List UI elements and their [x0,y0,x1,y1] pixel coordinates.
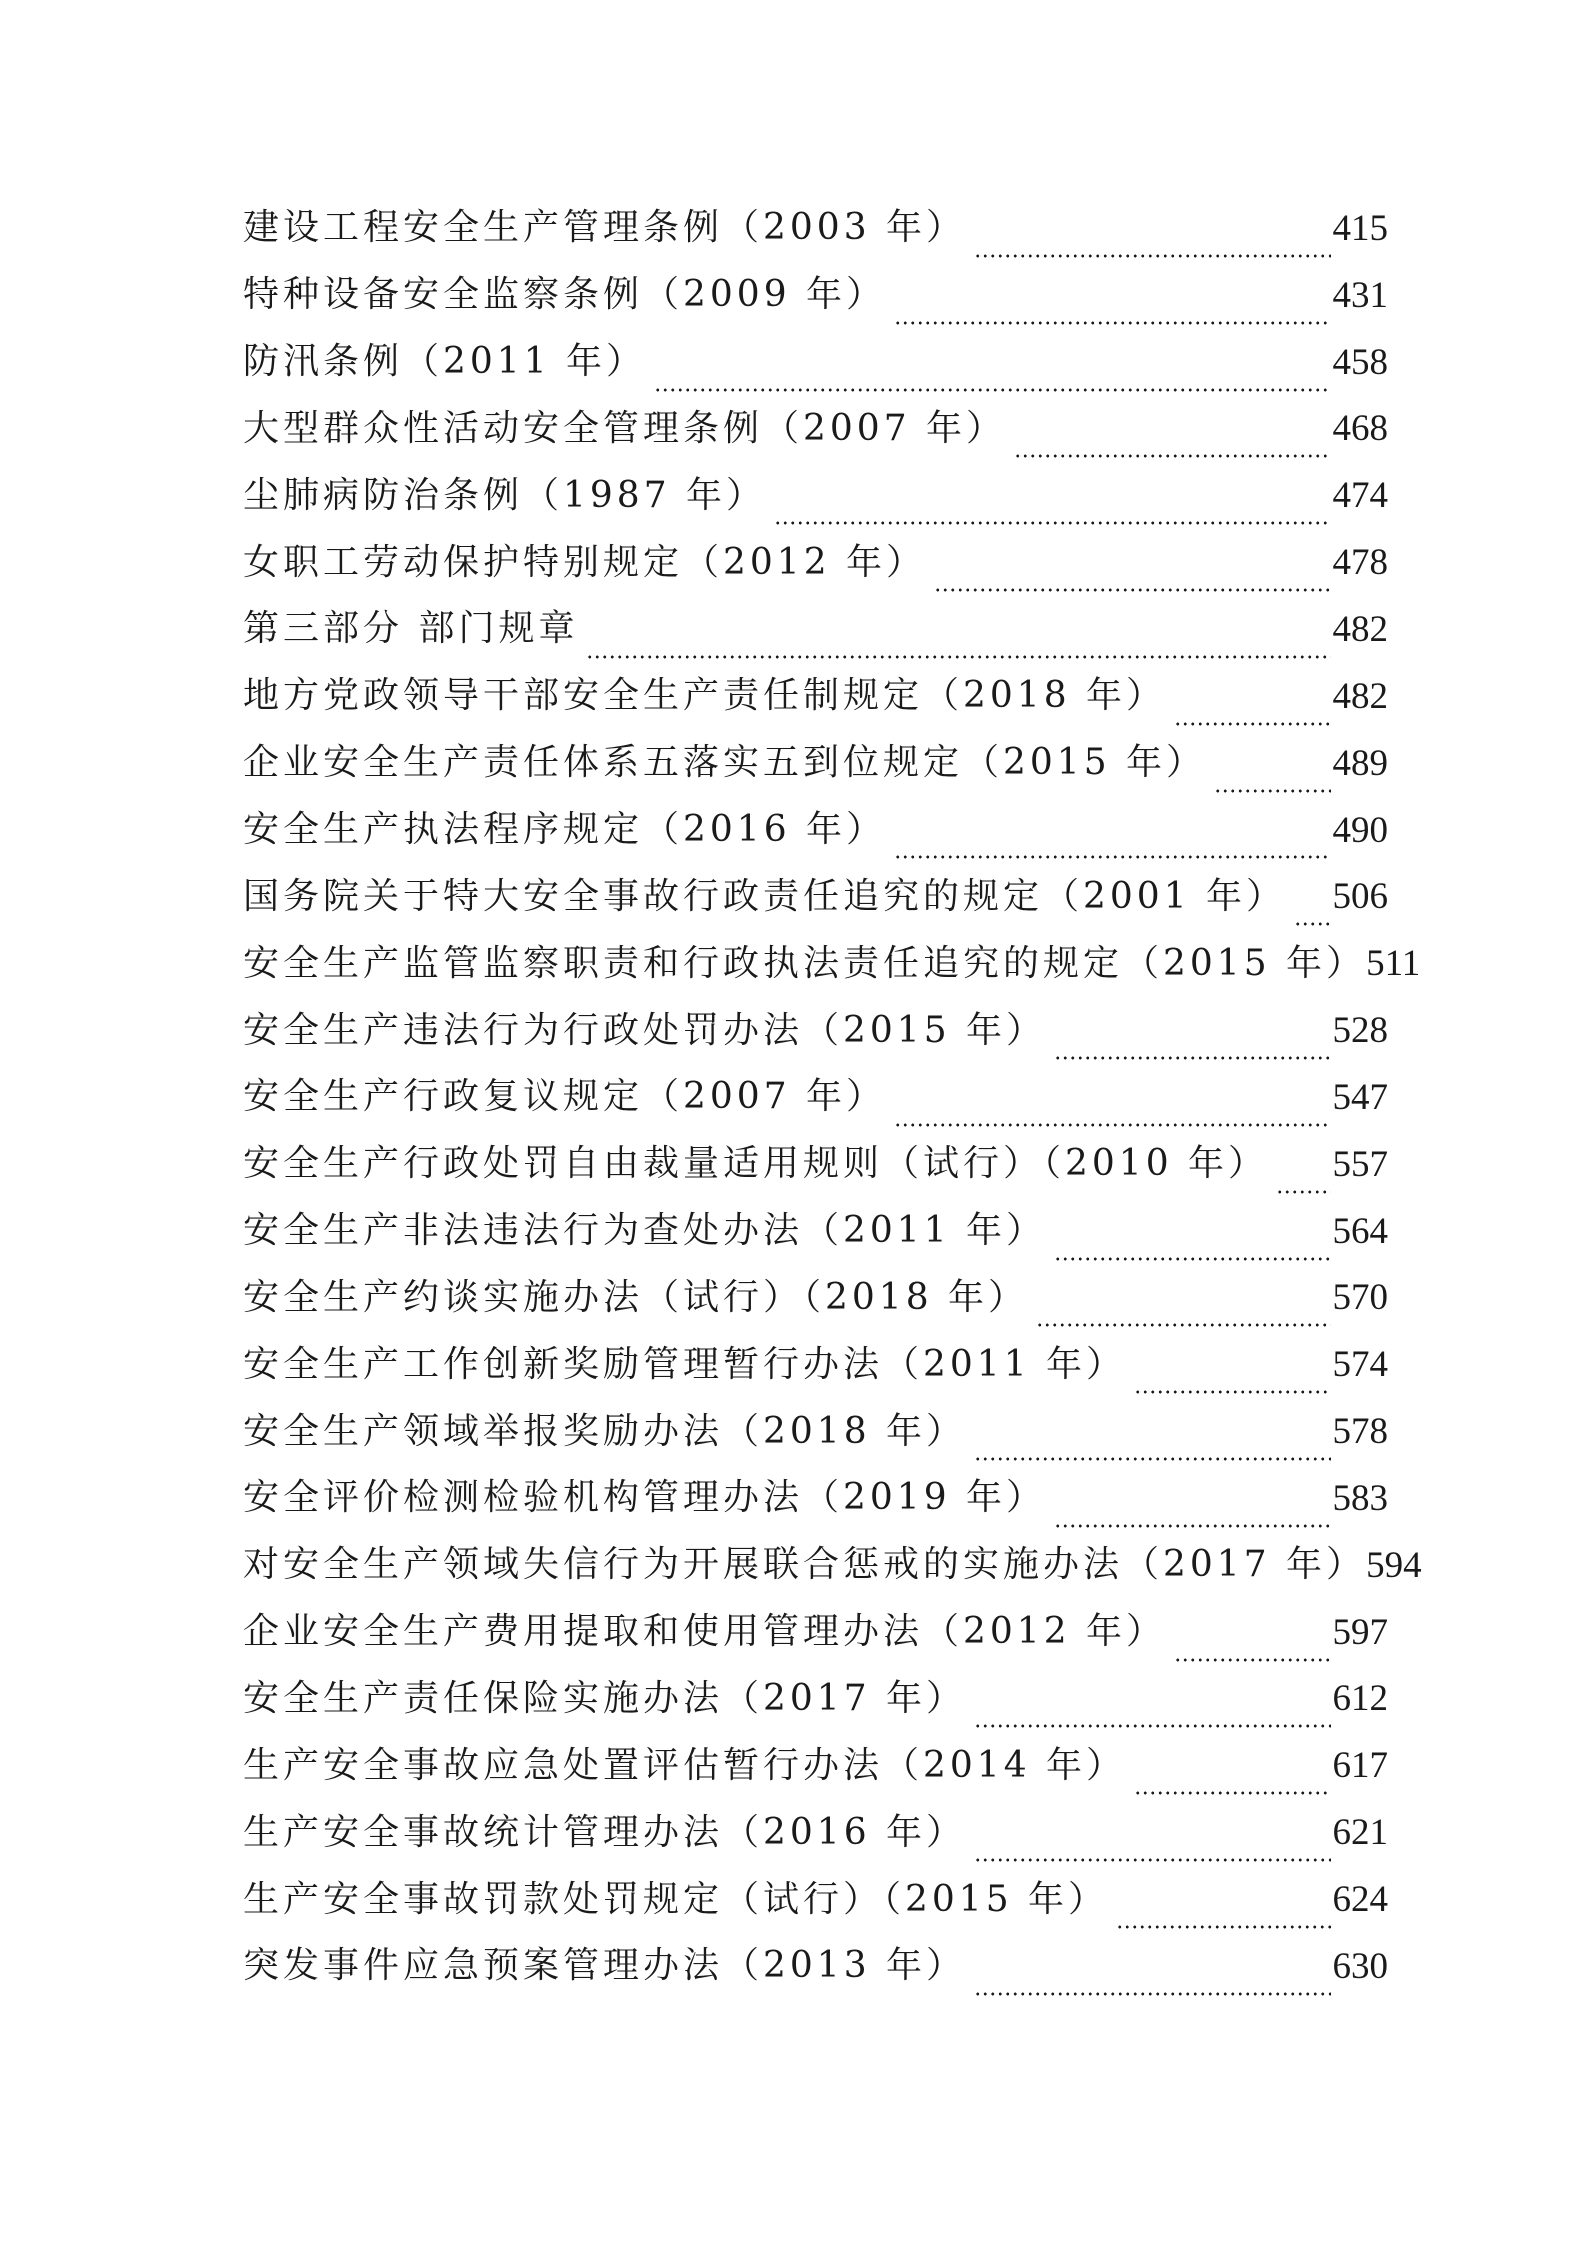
toc-entry-page-number: 511 [1366,943,1421,985]
toc-entry[interactable] [243,1131,1388,1198]
toc-entry-page-number: 617 [1332,1745,1388,1787]
toc-entry-title: 国务院关于特大安全事故行政责任追究的规定（2001 年） [243,875,1287,917]
toc-dot-leader [1134,1769,1330,1799]
toc-dot-leader [586,633,1330,663]
toc-entry-title: 安全生产监管监察职责和行政执法责任追究的规定（2015 年） [243,942,1367,984]
toc-entry-page-number: 578 [1332,1411,1388,1453]
toc-entry-page-number: 547 [1332,1076,1388,1118]
toc-entry[interactable] [243,1398,1388,1465]
toc-entry[interactable] [243,195,1388,262]
toc-entry-title: 生产安全事故统计管理办法（2016 年） [243,1811,967,1853]
toc-entry[interactable] [243,396,1388,463]
toc-entry-title: 安全生产行政处罚自由裁量适用规则（试行）（2010 年） [243,1143,1269,1185]
toc-entry-page-number: 557 [1332,1143,1388,1185]
toc-entry[interactable] [243,1732,1388,1799]
toc-entry-title: 企业安全生产责任体系五落实五到位规定（2015 年） [243,742,1207,784]
toc-entry-page-number: 624 [1332,1879,1388,1921]
toc-dot-leader [974,1702,1330,1732]
toc-entry-page-number: 474 [1332,475,1388,517]
toc-entry[interactable] [243,329,1388,396]
toc-dot-leader [1174,1636,1330,1666]
toc-dot-leader [1214,767,1330,797]
toc-entry-page-number: 468 [1332,408,1388,450]
toc-entry[interactable] [243,1599,1388,1666]
toc-entry-page-number: 431 [1332,274,1388,316]
toc-dot-leader [894,1101,1330,1131]
toc-entry-title: 大型群众性活动安全管理条例（2007 年） [243,407,1007,449]
toc-entry-page-number: 478 [1332,542,1388,584]
toc-dot-leader [1276,1168,1330,1198]
toc-entry[interactable] [243,1866,1388,1933]
table-of-contents [243,195,1422,2000]
toc-entry[interactable] [243,797,1388,864]
toc-dot-leader [654,366,1330,396]
toc-dot-leader [1054,1235,1330,1265]
toc-entry-title: 安全生产领域举报奖励办法（2018 年） [243,1410,967,1452]
toc-entry-page-number: 506 [1332,876,1388,918]
toc-entry[interactable] [243,1465,1388,1532]
toc-entry-page-number: 458 [1332,341,1388,383]
toc-entry-page-number: 612 [1332,1678,1388,1720]
toc-dot-leader [1054,1502,1330,1532]
toc-entry-title: 建设工程安全生产管理条例（2003 年） [243,207,967,249]
toc-entry-title: 安全生产违法行为行政处罚办法（2015 年） [243,1009,1047,1051]
toc-dot-leader [974,232,1330,262]
toc-dot-leader [1116,1903,1330,1933]
toc-dot-leader [1036,1301,1330,1331]
toc-entry-title: 生产安全事故应急处置评估暂行办法（2014 年） [243,1744,1127,1786]
toc-entry-title: 企业安全生产费用提取和使用管理办法（2012 年） [243,1611,1167,1653]
toc-entry[interactable] [243,997,1388,1064]
toc-entry-title: 突发事件应急预案管理办法（2013 年） [243,1945,967,1987]
toc-entry-page-number: 482 [1332,675,1388,717]
toc-entry-page-number: 482 [1332,608,1388,650]
toc-entry[interactable] [243,930,1421,997]
toc-entry-title: 第三部分 部门规章 [243,608,579,650]
toc-dot-leader [1294,900,1330,930]
toc-entry-title: 生产安全事故罚款处罚规定（试行）（2015 年） [243,1878,1109,1920]
toc-entry[interactable] [243,596,1388,663]
toc-entry-title: 尘肺病防治条例（1987 年） [243,474,767,516]
toc-entry-page-number: 583 [1332,1477,1388,1519]
toc-entry-title: 特种设备安全监察条例（2009 年） [243,274,887,316]
toc-entry-title: 安全生产工作创新奖励管理暂行办法（2011 年） [243,1343,1127,1385]
toc-dot-leader [934,566,1330,596]
toc-entry[interactable] [243,1666,1388,1733]
toc-entry[interactable] [243,262,1388,329]
toc-entry-page-number: 528 [1332,1010,1388,1052]
toc-entry[interactable] [243,1532,1422,1599]
toc-entry[interactable] [243,663,1388,730]
toc-dot-leader [1014,432,1330,462]
toc-dot-leader [1174,700,1330,730]
toc-entry[interactable] [243,1064,1388,1131]
toc-entry-page-number: 415 [1332,207,1388,249]
toc-dot-leader [974,1970,1330,2000]
toc-entry-title: 地方党政领导干部安全生产责任制规定（2018 年） [243,675,1167,717]
toc-entry[interactable] [243,529,1388,596]
toc-entry-page-number: 630 [1332,1945,1388,1987]
toc-entry-page-number: 564 [1332,1210,1388,1252]
toc-dot-leader [974,1435,1330,1465]
toc-dot-leader [974,1836,1330,1866]
toc-entry-page-number: 574 [1332,1344,1388,1386]
toc-entry-title: 女职工劳动保护特别规定（2012 年） [243,541,927,583]
toc-dot-leader [774,499,1330,529]
toc-entry-title: 安全生产非法违法行为查处办法（2011 年） [243,1210,1047,1252]
toc-dot-leader [894,299,1330,329]
toc-entry-page-number: 621 [1332,1812,1388,1854]
toc-entry[interactable] [243,1933,1388,2000]
toc-dot-leader [1054,1034,1330,1064]
toc-dot-leader [894,833,1330,863]
toc-entry-title: 安全生产执法程序规定（2016 年） [243,809,887,851]
toc-entry-page-number: 597 [1332,1611,1388,1653]
toc-entry[interactable] [243,863,1388,930]
toc-entry[interactable] [243,1799,1388,1866]
toc-entry-title: 安全生产行政复议规定（2007 年） [243,1076,887,1118]
toc-entry-page-number: 490 [1332,809,1388,851]
toc-entry[interactable] [243,1198,1388,1265]
toc-entry-title: 安全评价检测检验机构管理办法（2019 年） [243,1477,1047,1519]
toc-entry[interactable] [243,1265,1388,1332]
toc-entry-title: 安全生产约谈实施办法（试行）（2018 年） [243,1276,1029,1318]
toc-dot-leader [1134,1368,1330,1398]
toc-entry[interactable] [243,730,1388,797]
toc-entry-title: 对安全生产领域失信行为开展联合惩戒的实施办法（2017 年） [243,1544,1367,1586]
toc-entry[interactable] [243,462,1388,529]
toc-entry-title: 安全生产责任保险实施办法（2017 年） [243,1677,967,1719]
toc-entry-page-number: 570 [1332,1277,1388,1319]
toc-entry[interactable] [243,1331,1388,1398]
toc-entry-page-number: 594 [1366,1544,1422,1586]
toc-entry-title: 防汛条例（2011 年） [243,341,647,383]
toc-entry-page-number: 489 [1332,742,1388,784]
